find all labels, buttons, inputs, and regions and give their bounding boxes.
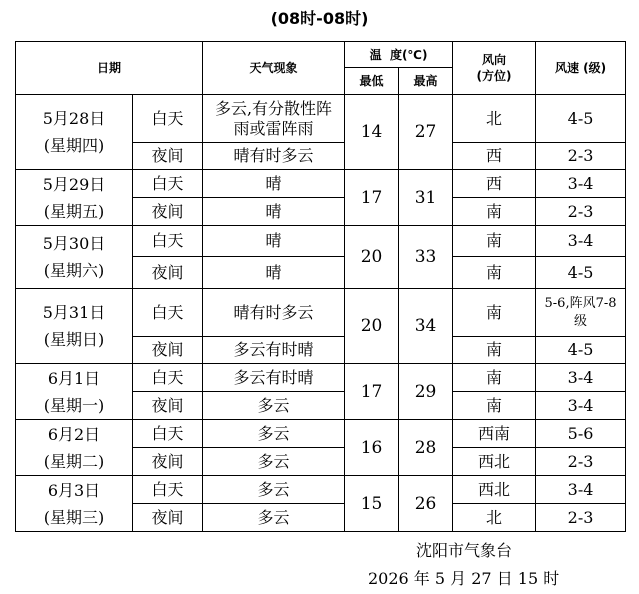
weather-cell: 多云: [203, 392, 345, 420]
date-cell: [16, 420, 133, 476]
weather-cell: 多云有时晴: [203, 337, 345, 364]
temp-min: 16: [345, 420, 399, 476]
weekday-label: (星期二): [43, 451, 105, 471]
temp-max: 29: [399, 364, 453, 420]
period-label: 夜间: [133, 448, 203, 476]
temp-max: 33: [399, 226, 453, 289]
period-label: 夜间: [133, 143, 203, 170]
wind-direction: 南: [453, 289, 536, 337]
wind-direction: 北: [453, 504, 536, 532]
period-label: 白天: [133, 364, 203, 392]
temp-max: 28: [399, 420, 453, 476]
period-label: 夜间: [133, 392, 203, 420]
temp-max: 27: [399, 95, 453, 170]
wind-speed: 4-5: [536, 257, 626, 289]
temp-max: 31: [399, 170, 453, 226]
weather-cell: 多云: [203, 420, 345, 448]
table-row: [16, 476, 626, 504]
wind-speed: 2-3: [536, 504, 626, 532]
weather-cell: 多云有时晴: [203, 364, 345, 392]
wind-speed: 3-4: [536, 392, 626, 420]
wind-direction: 南: [453, 337, 536, 364]
period-label: 夜间: [133, 504, 203, 532]
wind-direction: 西: [453, 170, 536, 198]
header-weather: 天气现象: [203, 42, 345, 95]
wind-speed: 4-5: [536, 337, 626, 364]
date-label: 5月29日: [42, 174, 106, 194]
date-label: 6月3日: [47, 480, 101, 500]
header-temp-min: 最低: [345, 68, 399, 95]
date-cell: [16, 364, 133, 420]
table-row: [16, 95, 626, 143]
temp-max: 26: [399, 476, 453, 532]
header-date: 日期: [16, 42, 203, 95]
header-wind-speed: 风速 (级): [536, 42, 626, 95]
date-cell: [16, 226, 133, 289]
date-label: 6月1日: [47, 368, 101, 388]
period-label: 白天: [133, 420, 203, 448]
wind-speed: 2-3: [536, 143, 626, 170]
weather-cell: 晴有时多云: [203, 289, 345, 337]
weather-cell: 多云: [203, 476, 345, 504]
wind-direction: 南: [453, 364, 536, 392]
wind-speed: 5-6,阵风7-8级: [536, 289, 626, 337]
period-label: 白天: [133, 226, 203, 257]
temp-min: 20: [345, 289, 399, 364]
weather-cell: 晴: [203, 198, 345, 226]
weekday-label: (星期五): [43, 201, 105, 221]
weather-cell: 多云: [203, 448, 345, 476]
date-label: 5月31日: [42, 303, 106, 322]
wind-speed: 2-3: [536, 198, 626, 226]
header-wind-direction-label: 风向: [482, 53, 507, 67]
date-cell: [16, 95, 133, 170]
weekday-label: (星期三): [43, 507, 105, 527]
table-row: [16, 420, 626, 448]
weather-cell: 多云,有分散性阵雨或雷阵雨: [203, 95, 345, 143]
period-label: 白天: [133, 95, 203, 143]
header-temp-max: 最高: [399, 68, 453, 95]
weather-cell: 多云: [203, 504, 345, 532]
weekday-label: (星期一): [43, 395, 105, 415]
issuer-label: 沈阳市气象台: [416, 541, 513, 560]
temp-min: 17: [345, 170, 399, 226]
wind-direction: 南: [453, 257, 536, 289]
header-wind-direction: [453, 42, 536, 95]
date-cell: [16, 170, 133, 226]
wind-direction: 西北: [453, 476, 536, 504]
weather-cell: 晴: [203, 257, 345, 289]
wind-direction: 西南: [453, 420, 536, 448]
temp-min: 17: [345, 364, 399, 420]
wind-speed: 3-4: [536, 476, 626, 504]
header-temp: 温 度(℃): [345, 42, 453, 68]
header-row: [16, 42, 626, 68]
weekday-label: (星期六): [43, 261, 105, 280]
wind-speed: 5-6: [536, 420, 626, 448]
wind-speed: 2-3: [536, 448, 626, 476]
temp-min: 14: [345, 95, 399, 170]
wind-direction: 南: [453, 392, 536, 420]
table-row: [16, 226, 626, 257]
wind-speed: 3-4: [536, 226, 626, 257]
wind-direction: 南: [453, 198, 536, 226]
period-label: 夜间: [133, 257, 203, 289]
date-label: 6月2日: [47, 424, 101, 444]
table-row: [16, 289, 626, 337]
date-label: 5月30日: [42, 234, 106, 253]
period-label: 白天: [133, 289, 203, 337]
table-row: [16, 170, 626, 198]
page-title: (08时-08时): [270, 9, 369, 28]
period-label: 白天: [133, 476, 203, 504]
wind-direction: 西: [453, 143, 536, 170]
date-cell: [16, 476, 133, 532]
wind-direction: 西北: [453, 448, 536, 476]
wind-direction: 北: [453, 95, 536, 143]
weather-cell: 晴有时多云: [203, 143, 345, 170]
table-row: [16, 364, 626, 392]
period-label: 白天: [133, 170, 203, 198]
weather-cell: 晴: [203, 226, 345, 257]
weekday-label: (星期日): [43, 330, 105, 349]
weekday-label: (星期四): [43, 136, 105, 155]
wind-direction: 南: [453, 226, 536, 257]
wind-speed: 3-4: [536, 170, 626, 198]
header-wind-direction-sub: (方位): [476, 69, 512, 83]
temp-min: 20: [345, 226, 399, 289]
temp-min: 15: [345, 476, 399, 532]
wind-speed: 3-4: [536, 364, 626, 392]
weather-cell: 晴: [203, 170, 345, 198]
wind-speed: 4-5: [536, 95, 626, 143]
period-label: 夜间: [133, 337, 203, 364]
period-label: 夜间: [133, 198, 203, 226]
date-cell: [16, 289, 133, 364]
issue-time-label: 2026 年 5 月 27 日 15 时: [368, 569, 560, 588]
forecast-table: [15, 41, 626, 532]
temp-max: 34: [399, 289, 453, 364]
date-label: 5月28日: [42, 109, 106, 128]
